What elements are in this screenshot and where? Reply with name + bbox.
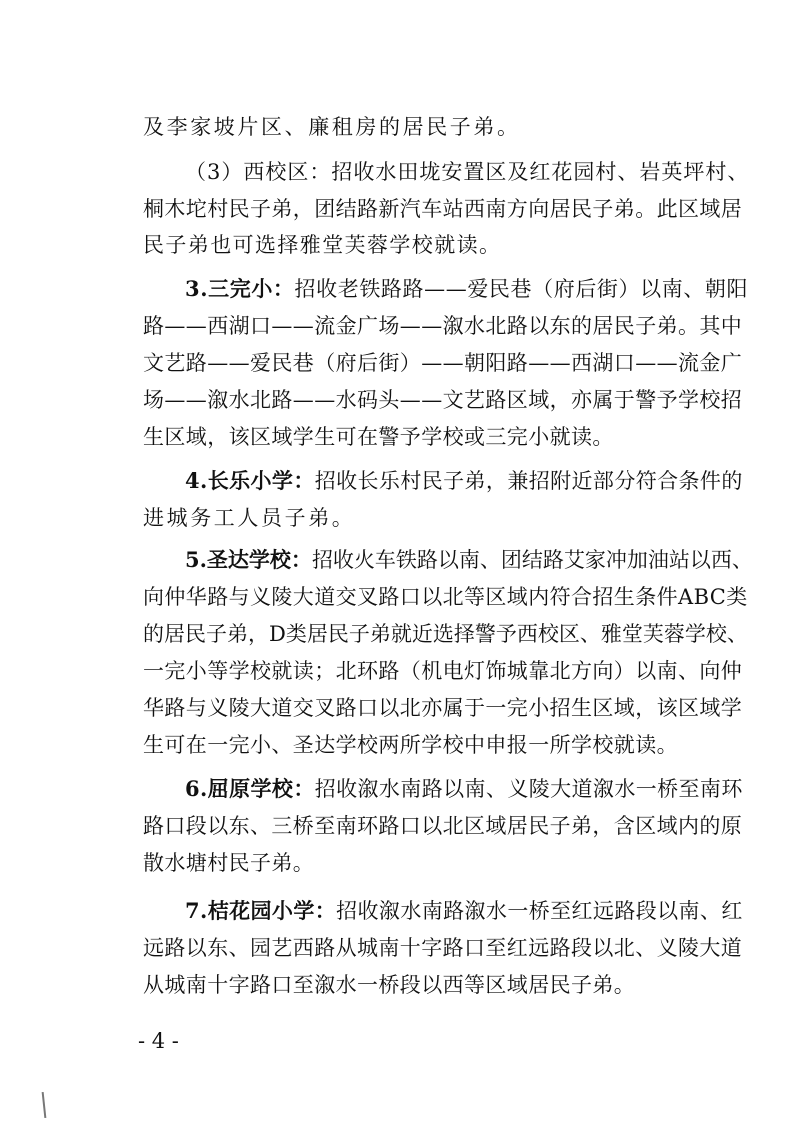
text-line: 华路与义陵大道交叉路口以北亦属于一完小招生区域，该区域学 (143, 696, 743, 720)
text-line: 生区域，该区域学生可在警予学校或三完小就读。 (143, 425, 614, 449)
text-span: 招收溆水南路以南、义陵大道溆水一桥至南环 (314, 777, 743, 801)
section-heading: 5.圣达学校： (185, 547, 312, 572)
text-line: 文艺路——爱民巷（府后街）——朝阳路——西湖口——流金广 (143, 351, 743, 375)
text-line: 的居民子弟，D类居民子弟就近选择警予西校区、雅堂芙蓉学校、 (143, 622, 748, 646)
text-line: 一完小等学校就读；北环路（机电灯饰城靠北方向）以南、向仲 (143, 659, 743, 683)
text-line: 路——西湖口——流金广场——溆水北路以东的居民子弟。其中 (143, 314, 743, 338)
text-line (185, 775, 743, 803)
text-line: 场——溆水北路——水码头——文艺路区域，亦属于警予学校招 (143, 388, 743, 412)
text-line (185, 546, 753, 574)
scan-edge-mark (42, 1092, 47, 1118)
text-line: 路口段以东、三桥至南环路口以北区域居民子弟，含区域内的原 (143, 814, 743, 838)
text-line: 散水塘村民子弟。 (143, 851, 315, 875)
text-span: 招收长乐村民子弟，兼招附近部分符合条件的 (314, 469, 743, 493)
text-line: 民子弟也可选择雅堂芙蓉学校就读。 (143, 233, 502, 257)
text-line: （3）西校区：招收水田垅安置区及红花园村、岩英坪村、 (185, 160, 750, 184)
text-line: 向仲华路与义陵大道交叉路口以北等区域内符合招生条件ABC类 (143, 585, 748, 609)
text-line: 从城南十字路口至溆水一桥段以西等区域居民子弟。 (143, 973, 636, 997)
page-number: - 4 - (138, 1029, 179, 1053)
text-line: 远路以东、园艺西路从城南十字路口至红远路段以北、义陵大道 (143, 936, 743, 960)
text-line: 进城务工人员子弟。 (143, 506, 356, 530)
section-heading: 6.屈原学校： (185, 776, 315, 801)
section-heading: 3.三完小： (185, 276, 295, 301)
text-span: 招收老铁路路——爱民巷（府后街）以南、朝阳 (294, 277, 749, 301)
text-line (185, 275, 748, 303)
text-line (185, 897, 743, 925)
text-line: 及李家坡片区、廉租房的居民子弟。 (143, 115, 521, 139)
text-line: 生可在一完小、圣达学校两所学校中申报一所学校就读。 (143, 733, 678, 757)
text-line: 桐木坨村民子弟，团结路新汽车站西南方向居民子弟。此区域居 (143, 197, 743, 221)
text-span: 招收火车铁路以南、团结路艾家冲加油站以西、 (311, 548, 753, 572)
section-heading: 4.长乐小学： (185, 468, 315, 493)
section-heading: 7.桔花园小学： (185, 898, 337, 923)
text-span: 招收溆水南路溆水一桥至红远路段以南、红 (336, 899, 743, 923)
text-line (185, 467, 743, 495)
